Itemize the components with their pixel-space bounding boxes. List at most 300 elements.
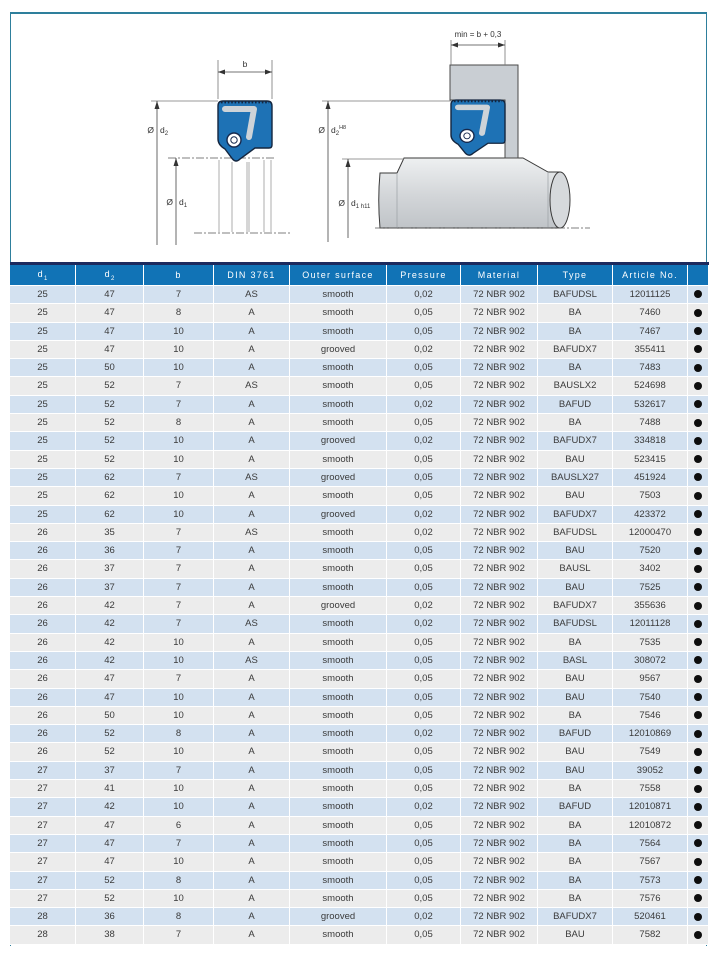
table-cell: BAFUDX7 — [538, 432, 613, 450]
table-cell: 355411 — [613, 341, 688, 359]
table-row — [10, 872, 709, 890]
d2-label: $d_2$ — [160, 125, 169, 137]
table-cell: BAUSLX27 — [538, 469, 613, 487]
table-cell: 0,05 — [387, 469, 461, 487]
table-cell — [688, 926, 709, 944]
table-cell: smooth — [290, 817, 387, 835]
table-cell: A — [214, 853, 290, 871]
availability-dot — [694, 473, 702, 481]
table-cell: 8 — [144, 872, 214, 890]
table-row — [10, 560, 709, 578]
d2h8-diameter-symbol: Ø — [318, 125, 325, 135]
table-cell: 47 — [76, 670, 144, 688]
table-cell: 0,05 — [387, 634, 461, 652]
table-cell: 7 — [144, 377, 214, 395]
table-cell: BAU — [538, 670, 613, 688]
table-cell — [688, 560, 709, 578]
table-cell: 7460 — [613, 304, 688, 322]
table-cell: 0,05 — [387, 670, 461, 688]
table-row — [10, 926, 709, 944]
table-cell: 7503 — [613, 487, 688, 505]
table-cell: grooved — [290, 506, 387, 524]
table-cell: BASL — [538, 652, 613, 670]
availability-dot — [694, 620, 702, 628]
table-row — [10, 743, 709, 761]
table-cell: 72 NBR 902 — [461, 835, 538, 853]
table-cell: 26 — [10, 707, 76, 725]
table-cell: 7558 — [613, 780, 688, 798]
table-cell: grooved — [290, 908, 387, 926]
availability-dot — [694, 528, 702, 536]
table-cell: 523415 — [613, 451, 688, 469]
table-cell: BAU — [538, 689, 613, 707]
table-cell: 50 — [76, 359, 144, 377]
table-cell: 0,05 — [387, 890, 461, 908]
table-cell: 7 — [144, 542, 214, 560]
table-row — [10, 634, 709, 652]
availability-dot — [694, 711, 702, 719]
table-cell: 0,05 — [387, 689, 461, 707]
availability-dot — [694, 309, 702, 317]
table-cell: 7483 — [613, 359, 688, 377]
table-cell: smooth — [290, 890, 387, 908]
table-cell: AS — [214, 469, 290, 487]
table-cell: 10 — [144, 432, 214, 450]
table-cell: 38 — [76, 926, 144, 944]
table-cell: 42 — [76, 634, 144, 652]
table-cell — [688, 798, 709, 816]
column-header: Outer surface — [290, 265, 387, 286]
table-cell: 7 — [144, 762, 214, 780]
table-cell: 72 NBR 902 — [461, 560, 538, 578]
table-cell: 12000470 — [613, 524, 688, 542]
table-cell: BAFUDSL — [538, 524, 613, 542]
table-cell: A — [214, 835, 290, 853]
table-cell: 0,05 — [387, 359, 461, 377]
table-cell: 10 — [144, 707, 214, 725]
table-row — [10, 707, 709, 725]
table-row — [10, 652, 709, 670]
table-cell: 0,02 — [387, 396, 461, 414]
table-cell: BAU — [538, 451, 613, 469]
table-cell: 0,02 — [387, 524, 461, 542]
table-cell: 72 NBR 902 — [461, 615, 538, 633]
table-row — [10, 377, 709, 395]
arrowhead — [174, 158, 179, 166]
table-cell: 0,02 — [387, 725, 461, 743]
table-header-row — [10, 265, 709, 286]
table-cell: 451924 — [613, 469, 688, 487]
table-cell: A — [214, 560, 290, 578]
table-cell: 42 — [76, 798, 144, 816]
table-cell: 7535 — [613, 634, 688, 652]
availability-dot — [694, 730, 702, 738]
table-cell: grooved — [290, 469, 387, 487]
table-cell: 10 — [144, 359, 214, 377]
table-cell: 27 — [10, 762, 76, 780]
table-cell: 25 — [10, 286, 76, 304]
table-cell: 10 — [144, 798, 214, 816]
table-cell: 7576 — [613, 890, 688, 908]
availability-dot — [694, 565, 702, 573]
table-cell: 72 NBR 902 — [461, 872, 538, 890]
table-cell: 12010872 — [613, 817, 688, 835]
min-label: min = b + 0,3 — [454, 30, 502, 39]
table-cell: 42 — [76, 652, 144, 670]
table-cell: smooth — [290, 762, 387, 780]
availability-dot — [694, 583, 702, 591]
table-cell: 47 — [76, 853, 144, 871]
table-cell: smooth — [290, 926, 387, 944]
column-header: $d_2$ — [76, 265, 144, 286]
table-cell: A — [214, 414, 290, 432]
table-cell: 25 — [10, 377, 76, 395]
table-cell: BAU — [538, 542, 613, 560]
table-cell: AS — [214, 286, 290, 304]
table-cell: 52 — [76, 890, 144, 908]
table-cell — [688, 451, 709, 469]
product-table-section — [10, 262, 709, 945]
availability-dot — [694, 821, 702, 829]
table-cell: 0,05 — [387, 560, 461, 578]
table-cell: 8 — [144, 725, 214, 743]
table-cell: 47 — [76, 286, 144, 304]
min-extension-lines — [451, 40, 505, 65]
table-cell: grooved — [290, 432, 387, 450]
table-cell: 0,05 — [387, 487, 461, 505]
table-cell: A — [214, 908, 290, 926]
seal-section-view — [147, 59, 291, 245]
table-cell — [688, 304, 709, 322]
table-cell: smooth — [290, 286, 387, 304]
table-cell: smooth — [290, 872, 387, 890]
table-cell: BAU — [538, 743, 613, 761]
table-cell: BAU — [538, 926, 613, 944]
table-cell: smooth — [290, 359, 387, 377]
table-cell: 7467 — [613, 323, 688, 341]
table-cell: 72 NBR 902 — [461, 506, 538, 524]
table-cell: 52 — [76, 451, 144, 469]
availability-dot — [694, 748, 702, 756]
table-row — [10, 432, 709, 450]
table-cell — [688, 670, 709, 688]
table-cell: 72 NBR 902 — [461, 323, 538, 341]
column-header: b — [144, 265, 214, 286]
availability-dot — [694, 345, 702, 353]
table-cell: 27 — [10, 798, 76, 816]
table-cell: BAFUD — [538, 396, 613, 414]
availability-dot — [694, 455, 702, 463]
table-cell: 72 NBR 902 — [461, 524, 538, 542]
availability-dot — [694, 419, 702, 427]
table-cell: 72 NBR 902 — [461, 890, 538, 908]
product-table — [10, 265, 709, 945]
table-cell: 0,02 — [387, 908, 461, 926]
table-cell: 72 NBR 902 — [461, 377, 538, 395]
table-cell — [688, 743, 709, 761]
table-cell: 27 — [10, 890, 76, 908]
availability-dot — [694, 656, 702, 664]
table-cell: 9567 — [613, 670, 688, 688]
availability-dot — [694, 547, 702, 555]
table-cell: 72 NBR 902 — [461, 798, 538, 816]
availability-dot — [694, 876, 702, 884]
availability-dot — [694, 400, 702, 408]
table-cell: 52 — [76, 725, 144, 743]
table-cell: 37 — [76, 579, 144, 597]
table-cell: 62 — [76, 469, 144, 487]
table-cell: 25 — [10, 487, 76, 505]
table-cell: 42 — [76, 597, 144, 615]
table-cell: BA — [538, 634, 613, 652]
table-cell — [688, 524, 709, 542]
table-cell: 0,05 — [387, 304, 461, 322]
table-cell: 26 — [10, 542, 76, 560]
table-cell: 72 NBR 902 — [461, 487, 538, 505]
table-cell: 72 NBR 902 — [461, 707, 538, 725]
table-cell: 0,05 — [387, 780, 461, 798]
table-cell: smooth — [290, 725, 387, 743]
table-cell: 10 — [144, 780, 214, 798]
table-cell: 72 NBR 902 — [461, 414, 538, 432]
table-row — [10, 597, 709, 615]
table-cell: smooth — [290, 743, 387, 761]
availability-dot — [694, 693, 702, 701]
availability-dot — [694, 785, 702, 793]
table-cell: A — [214, 451, 290, 469]
table-cell: 0,05 — [387, 743, 461, 761]
table-cell: 355636 — [613, 597, 688, 615]
table-cell: AS — [214, 615, 290, 633]
table-cell: smooth — [290, 652, 387, 670]
table-cell: A — [214, 597, 290, 615]
table-cell — [688, 341, 709, 359]
table-cell: smooth — [290, 670, 387, 688]
table-cell: 26 — [10, 689, 76, 707]
table-cell: 62 — [76, 487, 144, 505]
table-cell: 0,02 — [387, 432, 461, 450]
table-cell: 7573 — [613, 872, 688, 890]
table-cell: A — [214, 506, 290, 524]
table-cell: 10 — [144, 634, 214, 652]
table-cell — [688, 396, 709, 414]
table-cell: 72 NBR 902 — [461, 908, 538, 926]
b-label: b — [242, 59, 248, 69]
table-cell: BA — [538, 707, 613, 725]
table-cell: 72 NBR 902 — [461, 780, 538, 798]
table-cell: 52 — [76, 432, 144, 450]
table-cell: 0,05 — [387, 652, 461, 670]
table-cell: smooth — [290, 414, 387, 432]
availability-dot — [694, 364, 702, 372]
table-cell: 0,05 — [387, 451, 461, 469]
table-cell: A — [214, 634, 290, 652]
table-cell: 7525 — [613, 579, 688, 597]
table-cell: smooth — [290, 707, 387, 725]
table-cell: BA — [538, 872, 613, 890]
table-cell: 37 — [76, 560, 144, 578]
arrowhead — [451, 43, 458, 48]
table-cell: A — [214, 323, 290, 341]
table-cell: 25 — [10, 323, 76, 341]
table-cell: 72 NBR 902 — [461, 396, 538, 414]
table-cell: 0,05 — [387, 926, 461, 944]
table-cell — [688, 597, 709, 615]
table-cell: BA — [538, 780, 613, 798]
table-cell: BAU — [538, 487, 613, 505]
table-cell: 28 — [10, 926, 76, 944]
table-row — [10, 689, 709, 707]
table-cell — [688, 469, 709, 487]
table-cell: 0,05 — [387, 762, 461, 780]
table-cell — [688, 817, 709, 835]
table-cell: smooth — [290, 835, 387, 853]
table-cell — [688, 506, 709, 524]
table-cell: 423372 — [613, 506, 688, 524]
table-cell: BA — [538, 414, 613, 432]
table-cell: 0,02 — [387, 341, 461, 359]
table-body — [10, 286, 709, 945]
table-cell — [688, 762, 709, 780]
table-cell: A — [214, 396, 290, 414]
table-row — [10, 524, 709, 542]
table-cell: 52 — [76, 743, 144, 761]
table-cell: 0,05 — [387, 323, 461, 341]
table-cell: A — [214, 725, 290, 743]
availability-dot — [694, 437, 702, 445]
table-cell: 36 — [76, 908, 144, 926]
table-cell: 26 — [10, 524, 76, 542]
table-cell: 47 — [76, 835, 144, 853]
arrowhead — [265, 70, 272, 75]
table-cell: 8 — [144, 908, 214, 926]
table-cell: 25 — [10, 396, 76, 414]
table-cell: 72 NBR 902 — [461, 286, 538, 304]
table-cell: 7 — [144, 286, 214, 304]
table-cell: 26 — [10, 615, 76, 633]
table-cell: A — [214, 670, 290, 688]
table-cell: 25 — [10, 506, 76, 524]
table-cell: smooth — [290, 451, 387, 469]
table-cell: A — [214, 743, 290, 761]
table-cell — [688, 725, 709, 743]
technical-diagram — [10, 12, 709, 262]
table-row — [10, 798, 709, 816]
column-header: DIN 3761 — [214, 265, 290, 286]
shaft-end-face — [550, 172, 570, 228]
table-cell: 7540 — [613, 689, 688, 707]
table-cell: 0,05 — [387, 542, 461, 560]
table-cell: A — [214, 432, 290, 450]
table-cell: 26 — [10, 634, 76, 652]
table-cell — [688, 414, 709, 432]
column-header: Material — [461, 265, 538, 286]
column-header: $d_1$ — [10, 265, 76, 286]
table-cell: smooth — [290, 853, 387, 871]
table-cell: 72 NBR 902 — [461, 817, 538, 835]
table-cell: 27 — [10, 872, 76, 890]
table-cell: A — [214, 487, 290, 505]
table-cell: 72 NBR 902 — [461, 743, 538, 761]
table-cell: 35 — [76, 524, 144, 542]
table-cell: smooth — [290, 798, 387, 816]
table-cell: 72 NBR 902 — [461, 469, 538, 487]
table-cell — [688, 689, 709, 707]
table-row — [10, 451, 709, 469]
table-cell: A — [214, 890, 290, 908]
table-cell: 72 NBR 902 — [461, 341, 538, 359]
table-cell: 7 — [144, 597, 214, 615]
table-cell: A — [214, 341, 290, 359]
table-row — [10, 615, 709, 633]
table-cell — [688, 652, 709, 670]
table-cell: A — [214, 707, 290, 725]
table-cell — [688, 780, 709, 798]
table-cell: smooth — [290, 634, 387, 652]
table-cell: 47 — [76, 304, 144, 322]
availability-dot — [694, 803, 702, 811]
table-cell: AS — [214, 652, 290, 670]
table-cell: 28 — [10, 908, 76, 926]
table-cell: 25 — [10, 359, 76, 377]
availability-dot — [694, 638, 702, 646]
table-cell: 72 NBR 902 — [461, 926, 538, 944]
table-cell: 7 — [144, 835, 214, 853]
table-row — [10, 725, 709, 743]
table-cell: 0,05 — [387, 872, 461, 890]
table-cell: 72 NBR 902 — [461, 762, 538, 780]
table-cell: BAU — [538, 762, 613, 780]
column-header: Pressure — [387, 265, 461, 286]
table-row — [10, 341, 709, 359]
table-cell: 27 — [10, 835, 76, 853]
table-cell: smooth — [290, 396, 387, 414]
table-cell: 7 — [144, 469, 214, 487]
table-cell: 334818 — [613, 432, 688, 450]
table-cell: smooth — [290, 579, 387, 597]
table-cell: A — [214, 304, 290, 322]
table-cell: BAFUDX7 — [538, 506, 613, 524]
table-cell: BA — [538, 853, 613, 871]
d1-diameter-symbol: Ø — [166, 197, 173, 207]
table-cell: 0,02 — [387, 506, 461, 524]
arrowhead — [155, 101, 160, 109]
table-cell: smooth — [290, 524, 387, 542]
table-cell: 27 — [10, 817, 76, 835]
table-cell: 7 — [144, 615, 214, 633]
table-cell — [688, 872, 709, 890]
table-cell: A — [214, 762, 290, 780]
table-cell: 0,05 — [387, 853, 461, 871]
availability-dot — [694, 510, 702, 518]
table-cell — [688, 487, 709, 505]
table-cell: BA — [538, 890, 613, 908]
table-row — [10, 890, 709, 908]
table-cell: 72 NBR 902 — [461, 359, 538, 377]
table-cell: BAFUDX7 — [538, 597, 613, 615]
table-cell: A — [214, 817, 290, 835]
table-cell: smooth — [290, 542, 387, 560]
table-cell: 7520 — [613, 542, 688, 560]
table-cell: 25 — [10, 341, 76, 359]
availability-dot — [694, 327, 702, 335]
availability-dot — [694, 766, 702, 774]
availability-dot — [694, 602, 702, 610]
availability-dot — [694, 382, 702, 390]
table-cell: A — [214, 780, 290, 798]
table-cell — [688, 908, 709, 926]
d1-label: $d_1$ — [179, 197, 188, 209]
